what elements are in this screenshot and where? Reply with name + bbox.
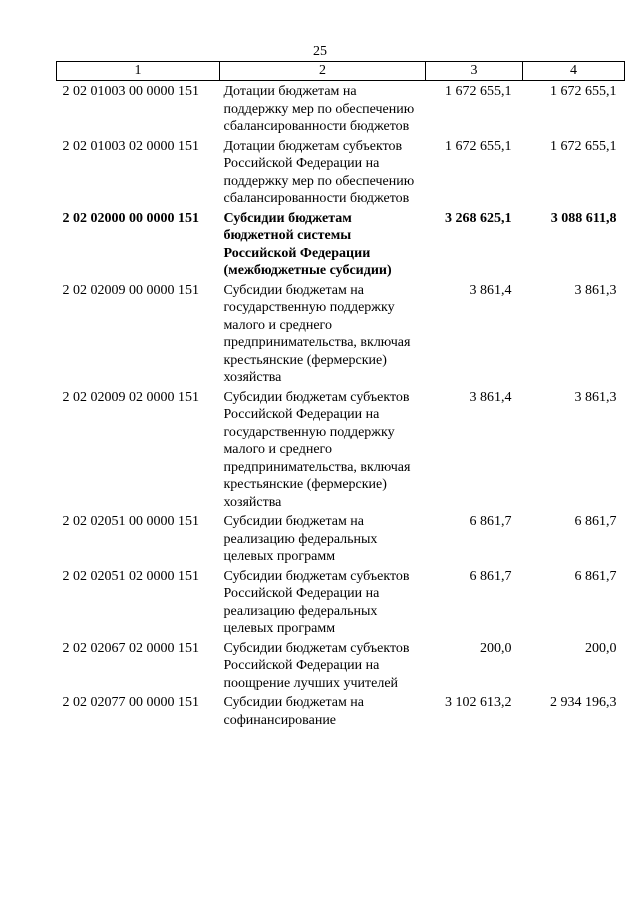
row-code: 2 02 01003 02 0000 151	[62, 138, 199, 154]
row-name: Дотации бюджетам на поддержку мер по обеспечению сбалансированности бюджетов	[223, 84, 415, 134]
row-name: Субсидии бюджетам субъектов Российской Федерации на государственную поддержку малого и среднего предпринимательства, включая крестьянские (фермерские) хозяйства	[223, 389, 411, 510]
row-code: 2 02 02077 00 0000 151	[62, 695, 199, 710]
budget-table	[56, 61, 625, 729]
row-value-col3: 1 672 655,1	[445, 138, 512, 154]
row-value-col4: 2 934 196,3	[550, 695, 617, 710]
header-col-4: 4	[523, 62, 625, 81]
row-value-col3: 3 861,4	[469, 389, 512, 405]
row-code: 2 02 02009 02 0000 151	[62, 389, 199, 405]
row-value-col4: 1 672 655,1	[550, 84, 617, 99]
table-row	[57, 692, 625, 729]
table-row	[57, 387, 625, 512]
row-name: Субсидии бюджетам субъектов Российской Федерации на реализацию федеральных целевых программ	[223, 568, 410, 636]
page-number: 25	[313, 44, 327, 59]
row-value-col4: 3 088 611,8	[550, 210, 617, 226]
header-col-1: 1	[57, 62, 220, 81]
row-value-col4: 6 861,7	[574, 514, 617, 529]
row-name: Субсидии бюджетам субъектов Российской Федерации на поощрение лучших учителей	[223, 640, 410, 691]
table-row-total	[57, 208, 625, 280]
table-header-row	[57, 62, 625, 81]
row-name: Дотации бюджетам субъектов Российской Федерации на поддержку мер по обеспечению сбалансированности бюджетов	[223, 138, 415, 206]
row-value-col4: 200,0	[585, 640, 617, 656]
row-value-col3: 6 861,7	[469, 514, 512, 529]
row-value-col3: 1 672 655,1	[445, 84, 512, 99]
row-value-col3: 3 102 613,2	[445, 695, 512, 710]
row-value-col3: 200,0	[480, 640, 512, 656]
row-value-col4: 6 861,7	[574, 568, 617, 584]
row-code: 2 02 01003 00 0000 151	[62, 84, 199, 99]
row-code: 2 02 02051 00 0000 151	[62, 514, 199, 529]
row-code: 2 02 02067 02 0000 151	[62, 640, 199, 656]
row-code: 2 02 02000 00 0000 151	[62, 210, 199, 226]
table-row	[57, 511, 625, 566]
row-value-col3: 6 861,7	[469, 568, 512, 584]
row-name: Субсидии бюджетам на софинансирование	[223, 695, 365, 728]
table-row	[57, 280, 625, 387]
table-row	[57, 81, 625, 136]
row-code: 2 02 02051 02 0000 151	[62, 568, 199, 584]
row-value-col4: 3 861,3	[574, 282, 617, 298]
header-col-2: 2	[220, 62, 426, 81]
row-value-col4: 1 672 655,1	[550, 138, 617, 154]
row-value-col4: 3 861,3	[574, 389, 617, 405]
row-value-col3: 3 861,4	[469, 282, 512, 298]
table-row	[57, 136, 625, 208]
table-row	[57, 638, 625, 693]
row-name: Субсидии бюджетам бюджетной системы Российской Федерации (межбюджетные субсидии)	[223, 210, 392, 278]
row-name: Субсидии бюджетам на реализацию федеральных целевых программ	[223, 514, 378, 564]
table-row	[57, 566, 625, 638]
row-code: 2 02 02009 00 0000 151	[62, 282, 199, 298]
row-name: Субсидии бюджетам на государственную поддержку малого и среднего предпринимательства, включая крестьянские (фермерские) хозяйства	[223, 282, 411, 385]
row-value-col3: 3 268 625,1	[445, 210, 512, 226]
header-col-3: 3	[426, 62, 523, 81]
